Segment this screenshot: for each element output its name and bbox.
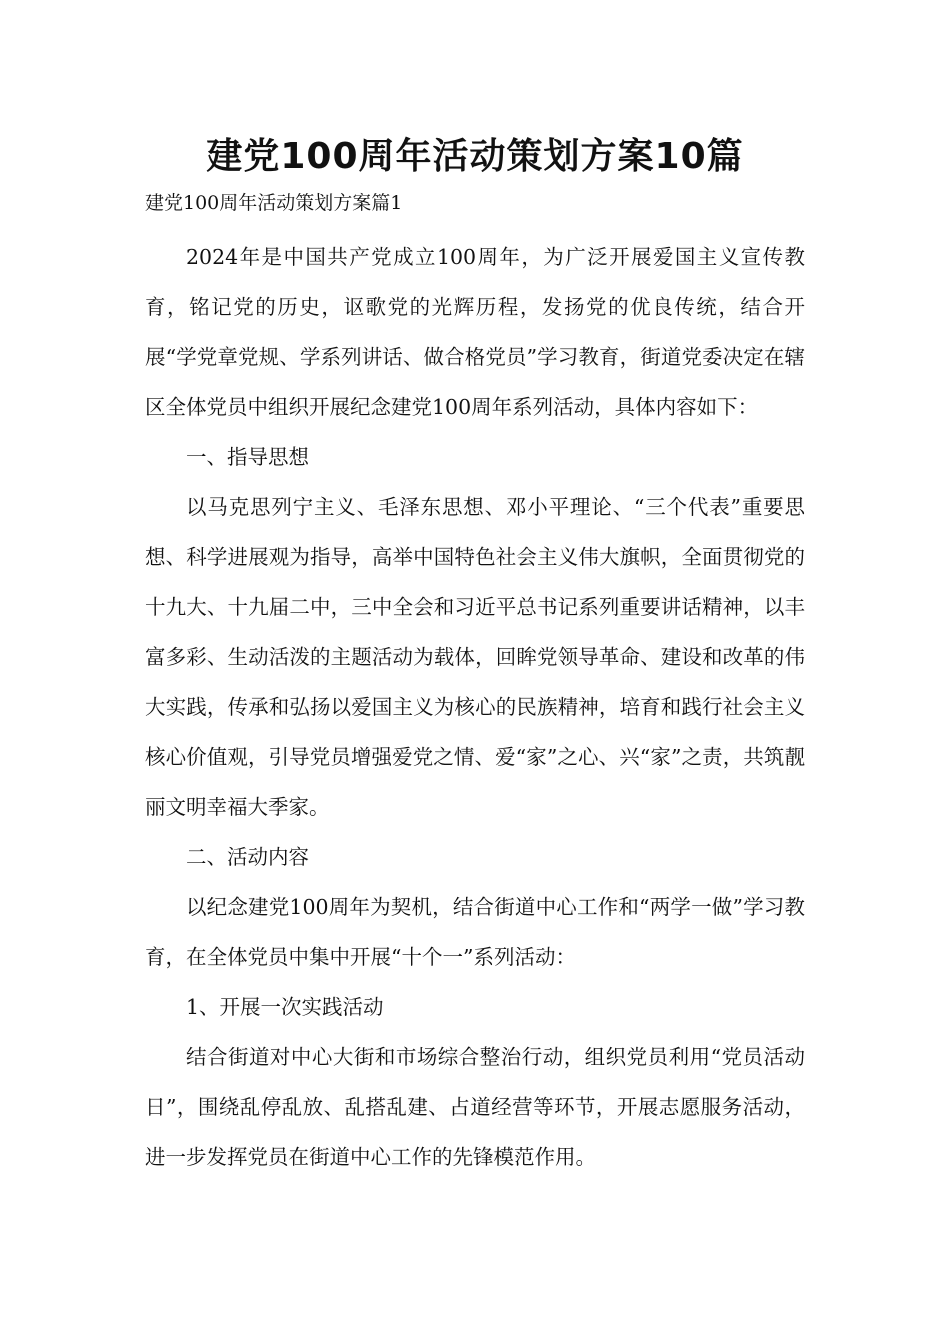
- paragraph-guiding-ideology: 以马克思列宁主义、毛泽东思想、邓小平理论、“三个代表”重要思想、科学进展观为指导，高举中国特色社会主义伟大旗帜，全面贯彻党的十九大、十九届二中，三中全会和习近平总书记系列重要讲话精神，以丰富多彩、生动活泼的主题活动为载体，回眸党领导革命、建设和改革的伟大实践，传承和弘扬以爱国主义为核心的民族精神，培育和践行社会主义核心价值观，引导党员增强爱党之情、爱“家”之心、兴“家”之责，共筑靓丽文明幸福大季家。: [145, 495, 805, 819]
- document-title: 建党100周年活动策划方案10篇: [206, 136, 744, 177]
- paragraph-intro: 2024年是中国共产党成立100周年，为广泛开展爱国主义宣传教育，铭记党的历史，讴歌党的光辉历程，发扬党的优良传统，结合开展“学党章党规、学系列讲话、做合格党员”学习教育，街道党委决定在辖区全体党员中组织开展纪念建党100周年系列活动，具体内容如下：: [145, 245, 805, 419]
- paragraph-practice-activity: 结合街道对中心大街和市场综合整治行动，组织党员利用“党员活动日”，围绕乱停乱放、乱搭乱建、占道经营等环节，开展志愿服务活动，进一步发挥党员在街道中心工作的先锋模范作用。: [145, 1045, 805, 1169]
- section-heading-activity-content: 二、活动内容: [186, 845, 309, 869]
- document-body: [145, 232, 805, 1182]
- subheading-practice-activity: 1、开展一次实践活动: [186, 995, 384, 1019]
- document-subtitle: 建党100周年活动策划方案篇1: [145, 192, 403, 214]
- paragraph-activity-content: 以纪念建党100周年为契机，结合街道中心工作和“两学一做”学习教育，在全体党员中集中开展“十个一”系列活动：: [145, 895, 805, 969]
- section-heading-guiding-ideology: 一、指导思想: [186, 445, 309, 469]
